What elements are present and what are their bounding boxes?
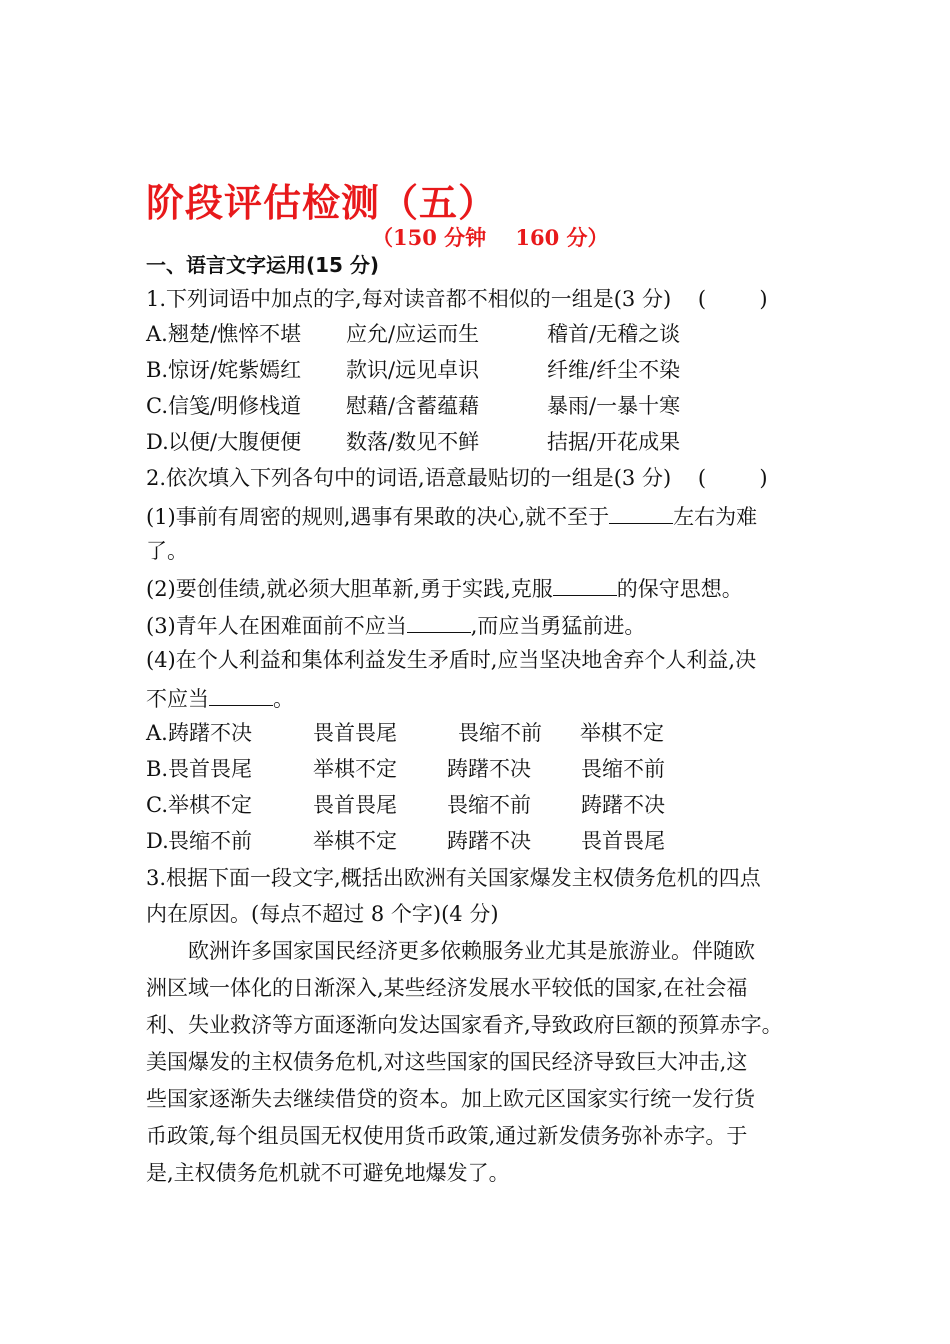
option-text: 举棋不定: [580, 721, 664, 745]
option-text: 畏缩不前: [458, 721, 542, 745]
sentence-text: ,而应当勇猛前进。: [470, 614, 646, 638]
passage-line: 利、失业救济等方面逐渐向发达国家看齐,导致政府巨额的预算赤字。: [146, 1013, 783, 1037]
option-text: 信笺/明修栈道: [168, 394, 302, 418]
option-text: 畏缩不前: [581, 757, 665, 781]
page-title: 阶段评估检测（五）: [146, 181, 498, 225]
option-text: 举棋不定: [313, 829, 397, 853]
passage-line: 欧洲许多国家国民经济更多依赖服务业尤其是旅游业。伴随欧: [188, 939, 755, 963]
answer-blank: [609, 505, 673, 524]
question-2-sentence-1: [146, 505, 757, 528]
option-text: 举棋不定: [313, 757, 397, 781]
option-text: 暴雨/一暴十寒: [547, 394, 681, 418]
option-label: B.: [146, 757, 169, 781]
question-2-sentence-4: (4)在个人利益和集体利益发生矛盾时,应当坚决地舍弃个人利益,决: [146, 648, 757, 672]
option-text: 畏首畏尾: [581, 829, 665, 853]
option-text: 踌躇不决: [168, 721, 252, 745]
question-1-stem: 1.下列词语中加点的字,每对读音都不相似的一组是(3 分) ( ): [146, 287, 768, 311]
sentence-text: 不应当: [146, 687, 209, 711]
option-label: D.: [146, 430, 169, 454]
page-subtitle: （150 分钟 160 分）: [372, 225, 609, 250]
option-label: B.: [146, 358, 169, 382]
passage-line: 些国家逐渐失去继续借贷的资本。加上欧元区国家实行统一发行货: [146, 1087, 755, 1111]
option-text: 数落/数见不鲜: [346, 430, 480, 454]
passage-line: 币政策,每个组员国无权使用货币政策,通过新发债务弥补赤字。于: [146, 1124, 748, 1148]
option-text: 举棋不定: [168, 793, 252, 817]
passage-line: 洲区域一体化的日渐深入,某些经济发展水平较低的国家,在社会福: [146, 976, 748, 1000]
question-2-sentence-3: [146, 614, 645, 637]
question-2-sentence-4-cont: [146, 687, 294, 710]
question-3-stem: 3.根据下面一段文字,概括出欧洲有关国家爆发主权债务危机的四点: [146, 866, 761, 890]
answer-blank: [407, 614, 471, 633]
sentence-text: (1)事前有周密的规则,遇事有果敢的决心,就不至于: [146, 505, 610, 529]
option-text: 应允/应运而生: [346, 322, 480, 346]
passage-line: 是,主权债务危机就不可避免地爆发了。: [146, 1161, 510, 1185]
answer-blank: [209, 687, 273, 706]
option-label: D.: [146, 829, 169, 853]
option-text: 畏缩不前: [168, 829, 252, 853]
section-heading: 一、语言文字运用(15 分): [146, 253, 380, 277]
sentence-text: 。: [273, 687, 294, 711]
passage-line: 美国爆发的主权债务危机,对这些国家的国民经济导致巨大冲击,这: [146, 1050, 748, 1074]
option-text: 踌躇不决: [581, 793, 665, 817]
sentence-text: 左右为难: [673, 505, 758, 529]
question-2-sentence-2: [146, 577, 743, 600]
option-text: 以便/大腹便便: [168, 430, 302, 454]
option-text: 拮据/开花成果: [547, 430, 681, 454]
question-2-stem: 2.依次填入下列各句中的词语,语意最贴切的一组是(3 分) ( ): [146, 466, 768, 490]
option-label: C.: [146, 793, 168, 817]
option-text: 畏首畏尾: [313, 721, 397, 745]
option-text: 慰藉/含蓄蕴藉: [346, 394, 480, 418]
option-text: 踌躇不决: [447, 757, 531, 781]
question-3-stem-cont: 内在原因。(每点不超过 8 个字)(4 分): [146, 902, 499, 926]
answer-blank: [553, 577, 617, 596]
sentence-text: 的保守思想。: [616, 577, 743, 601]
option-label: C.: [146, 394, 168, 418]
option-text: 款识/远见卓识: [346, 358, 480, 382]
option-text: 畏首畏尾: [168, 757, 252, 781]
option-text: 惊讶/姹紫嫣红: [168, 358, 302, 382]
option-text: 畏首畏尾: [313, 793, 397, 817]
question-2-sentence-1-cont: 了。: [146, 539, 188, 563]
sentence-text: (3)青年人在困难面前不应当: [146, 614, 407, 638]
option-label: A.: [146, 721, 168, 745]
option-text: 踌躇不决: [447, 829, 531, 853]
option-label: A.: [146, 322, 168, 346]
option-text: 翘楚/憔悴不堪: [168, 322, 302, 346]
sentence-text: (2)要创佳绩,就必须大胆革新,勇于实践,克服: [146, 577, 553, 601]
option-text: 畏缩不前: [447, 793, 531, 817]
option-text: 稽首/无稽之谈: [547, 322, 681, 346]
option-text: 纤维/纤尘不染: [547, 358, 681, 382]
